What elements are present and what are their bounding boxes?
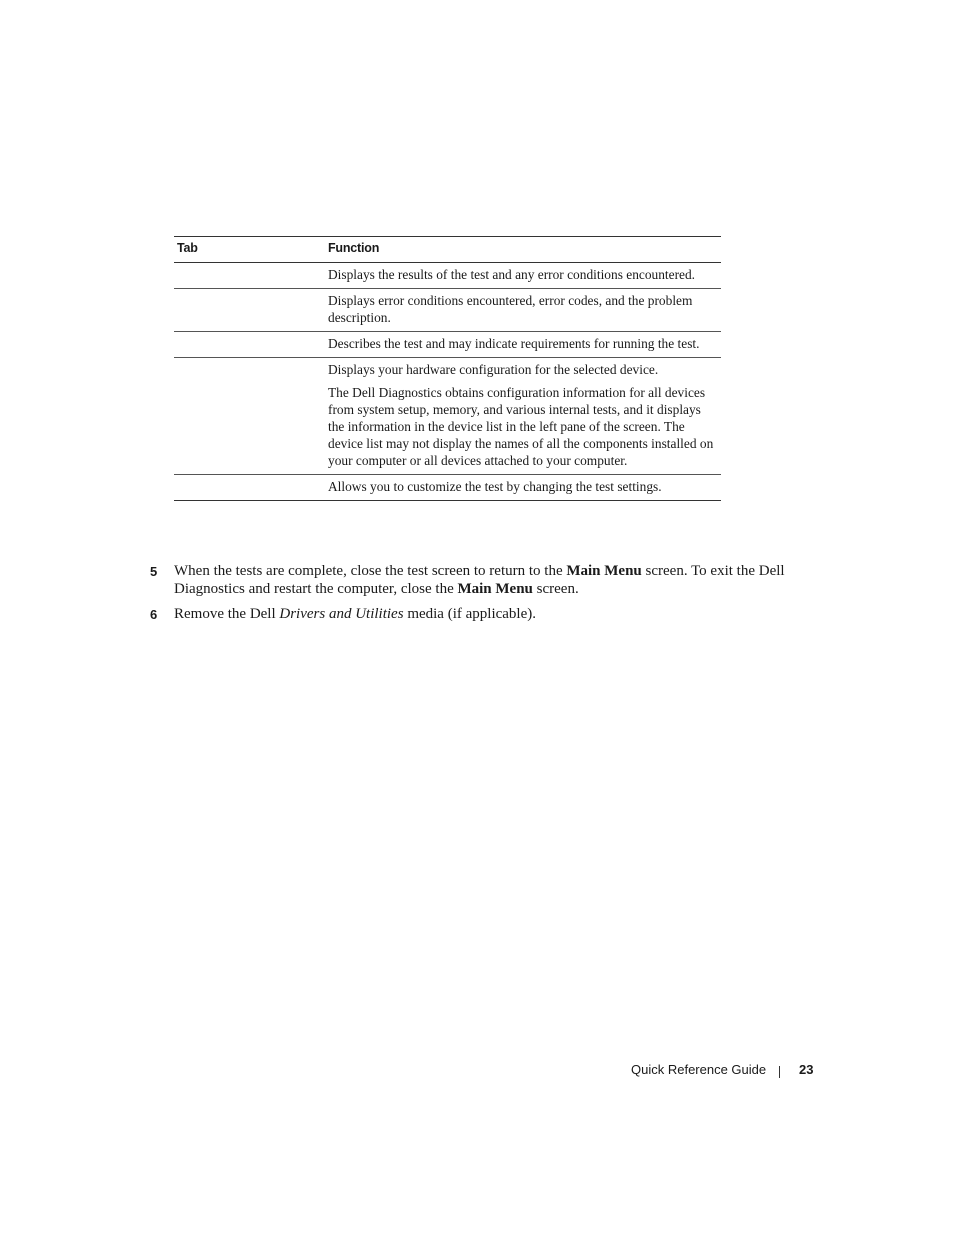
guide-title: Quick Reference Guide — [631, 1062, 767, 1077]
step-number: 5 — [150, 564, 158, 579]
function-description: Displays error conditions encountered, error codes, and the problem description. — [328, 293, 693, 325]
step-6 — [150, 605, 820, 623]
table-body — [174, 263, 721, 501]
function-description: Displays your hardware configuration for the selected device. — [328, 362, 659, 377]
step-number: 6 — [150, 607, 158, 622]
step-text-bold: Main Menu — [566, 563, 642, 579]
step-text-run: screen. To exit the Dell Diagnostics and restart the computer, close the — [174, 563, 785, 597]
table-row — [174, 263, 721, 289]
page-number: 23 — [799, 1062, 814, 1077]
step-text-run: Remove the Dell — [174, 606, 280, 622]
step-text-run: screen. — [532, 581, 579, 597]
table-header — [174, 236, 721, 263]
step-text — [174, 605, 820, 623]
table-row — [174, 332, 721, 358]
table-row — [174, 358, 721, 475]
footer-separator — [779, 1066, 780, 1078]
step-text-run: When the tests are complete, close the test screen to return to the — [174, 563, 567, 579]
header-tab: Tab — [177, 241, 198, 255]
table-row — [174, 289, 721, 332]
step-5 — [150, 562, 820, 598]
table-row — [174, 475, 721, 501]
header-function: Function — [328, 241, 380, 255]
step-text-italic: Drivers and Utilities — [279, 606, 404, 622]
function-description: Displays the results of the test and any error conditions encountered. — [328, 267, 696, 282]
function-description: The Dell Diagnostics obtains configuration information for all devices from system setup, memory, and various internal tests, and it displays the information in the device list in the left pane of the screen. The device list may not display the names of all the components installed on your computer or all devices attached to your computer. — [328, 385, 714, 468]
function-description: Allows you to customize the test by changing the test settings. — [328, 479, 662, 494]
step-text-bold: Main Menu — [457, 581, 533, 597]
step-text — [174, 562, 820, 598]
function-description: Describes the test and may indicate requirements for running the test. — [328, 336, 700, 351]
step-text-run: media (if applicable). — [403, 606, 536, 622]
function-table — [174, 236, 721, 501]
